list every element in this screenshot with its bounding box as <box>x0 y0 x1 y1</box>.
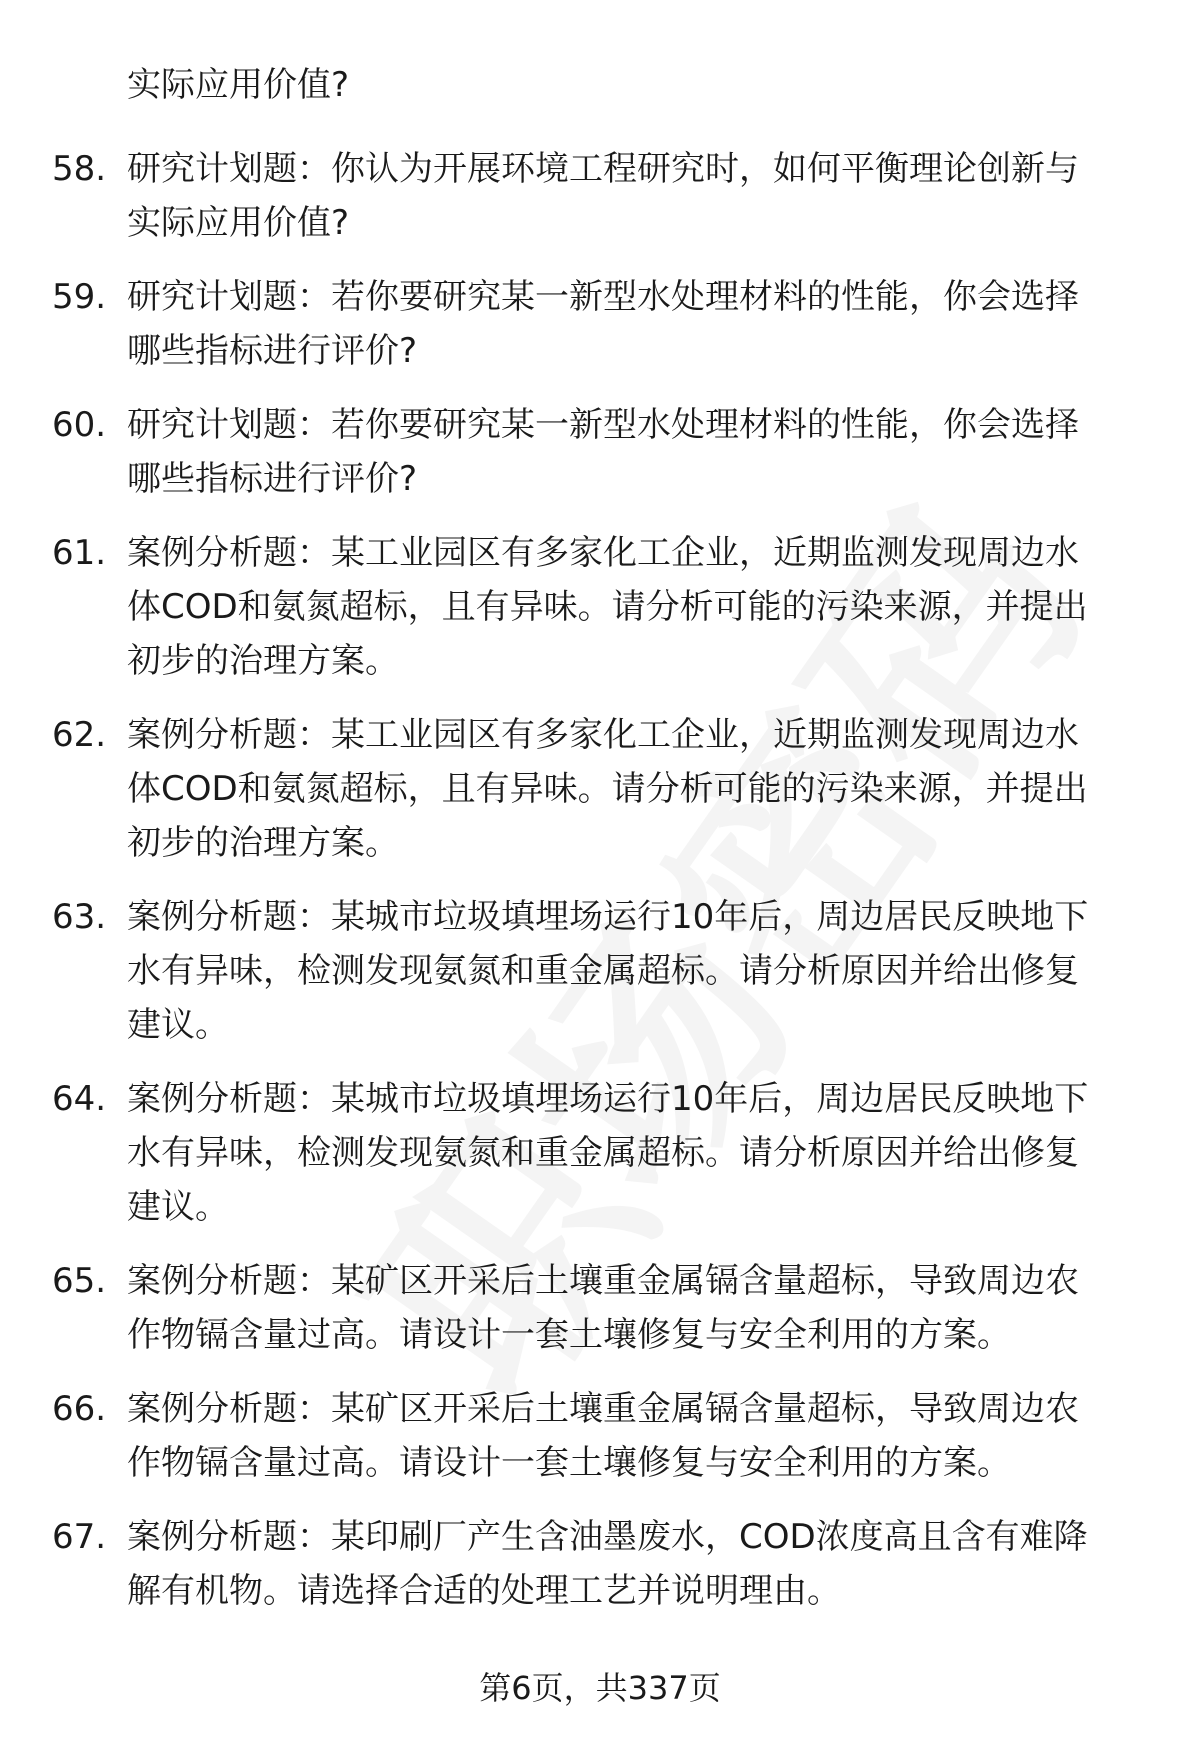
page-footer: 第6页，共337页 <box>479 1669 721 1707</box>
question-number: 65. <box>52 1261 107 1301</box>
question-item <box>0 526 1200 688</box>
question-text: 研究计划题：若你要研究某一新型水处理材料的性能，你会选择 哪些指标进行评价? <box>127 277 1079 371</box>
question-text: 研究计划题：你认为开展环境工程研究时，如何平衡理论创新与 实际应用价值? <box>127 149 1079 243</box>
question-number: 61. <box>52 533 107 573</box>
question-text: 案例分析题：某印刷厂产生含油墨废水，COD浓度高且含有难降 解有机物。请选择合适的处理工艺并说明理由。 <box>127 1517 1088 1611</box>
question-text: 案例分析题：某矿区开采后土壤重金属镉含量超标，导致周边农 作物镉含量过高。请设计一套土壤修复与安全利用的方案。 <box>127 1261 1079 1355</box>
question-item <box>0 708 1200 870</box>
question-number: 67. <box>52 1517 107 1557</box>
question-number: 62. <box>52 715 107 755</box>
question-item <box>0 270 1200 378</box>
question-item <box>0 890 1200 1052</box>
question-number: 58. <box>52 149 107 189</box>
question-item <box>0 1382 1200 1490</box>
question-text: 案例分析题：某矿区开采后土壤重金属镉含量超标，导致周边农 作物镉含量过高。请设计一套土壤修复与安全利用的方案。 <box>127 1389 1079 1483</box>
question-list <box>0 142 1200 1638</box>
question-text: 案例分析题：某工业园区有多家化工企业，近期监测发现周边水 体COD和氨氮超标，且有异味。请分析可能的污染来源，并提出 初步的治理方案。 <box>127 533 1088 681</box>
question-item <box>0 398 1200 506</box>
question-number: 63. <box>52 897 107 937</box>
question-text: 案例分析题：某工业园区有多家化工企业，近期监测发现周边水 体COD和氨氮超标，且有异味。请分析可能的污染来源，并提出 初步的治理方案。 <box>127 715 1088 863</box>
question-number: 59. <box>52 277 107 317</box>
question-item <box>0 1510 1200 1618</box>
question-text: 案例分析题：某城市垃圾填埋场运行10年后，周边居民反映地下 水有异味，检测发现氨氮和重金属超标。请分析原因并给出修复 建议。 <box>127 897 1089 1045</box>
question-text: 研究计划题：若你要研究某一新型水处理材料的性能，你会选择 哪些指标进行评价? <box>127 405 1079 499</box>
question-number: 60. <box>52 405 107 445</box>
question-item <box>0 142 1200 250</box>
question-item <box>0 1072 1200 1234</box>
continued-question-text: 实际应用价值? <box>127 65 350 105</box>
question-number: 66. <box>52 1389 107 1429</box>
question-item <box>0 1254 1200 1362</box>
question-number: 64. <box>52 1079 107 1119</box>
question-text: 案例分析题：某城市垃圾填埋场运行10年后，周边居民反映地下 水有异味，检测发现氨氮和重金属超标。请分析原因并给出修复 建议。 <box>127 1079 1089 1227</box>
